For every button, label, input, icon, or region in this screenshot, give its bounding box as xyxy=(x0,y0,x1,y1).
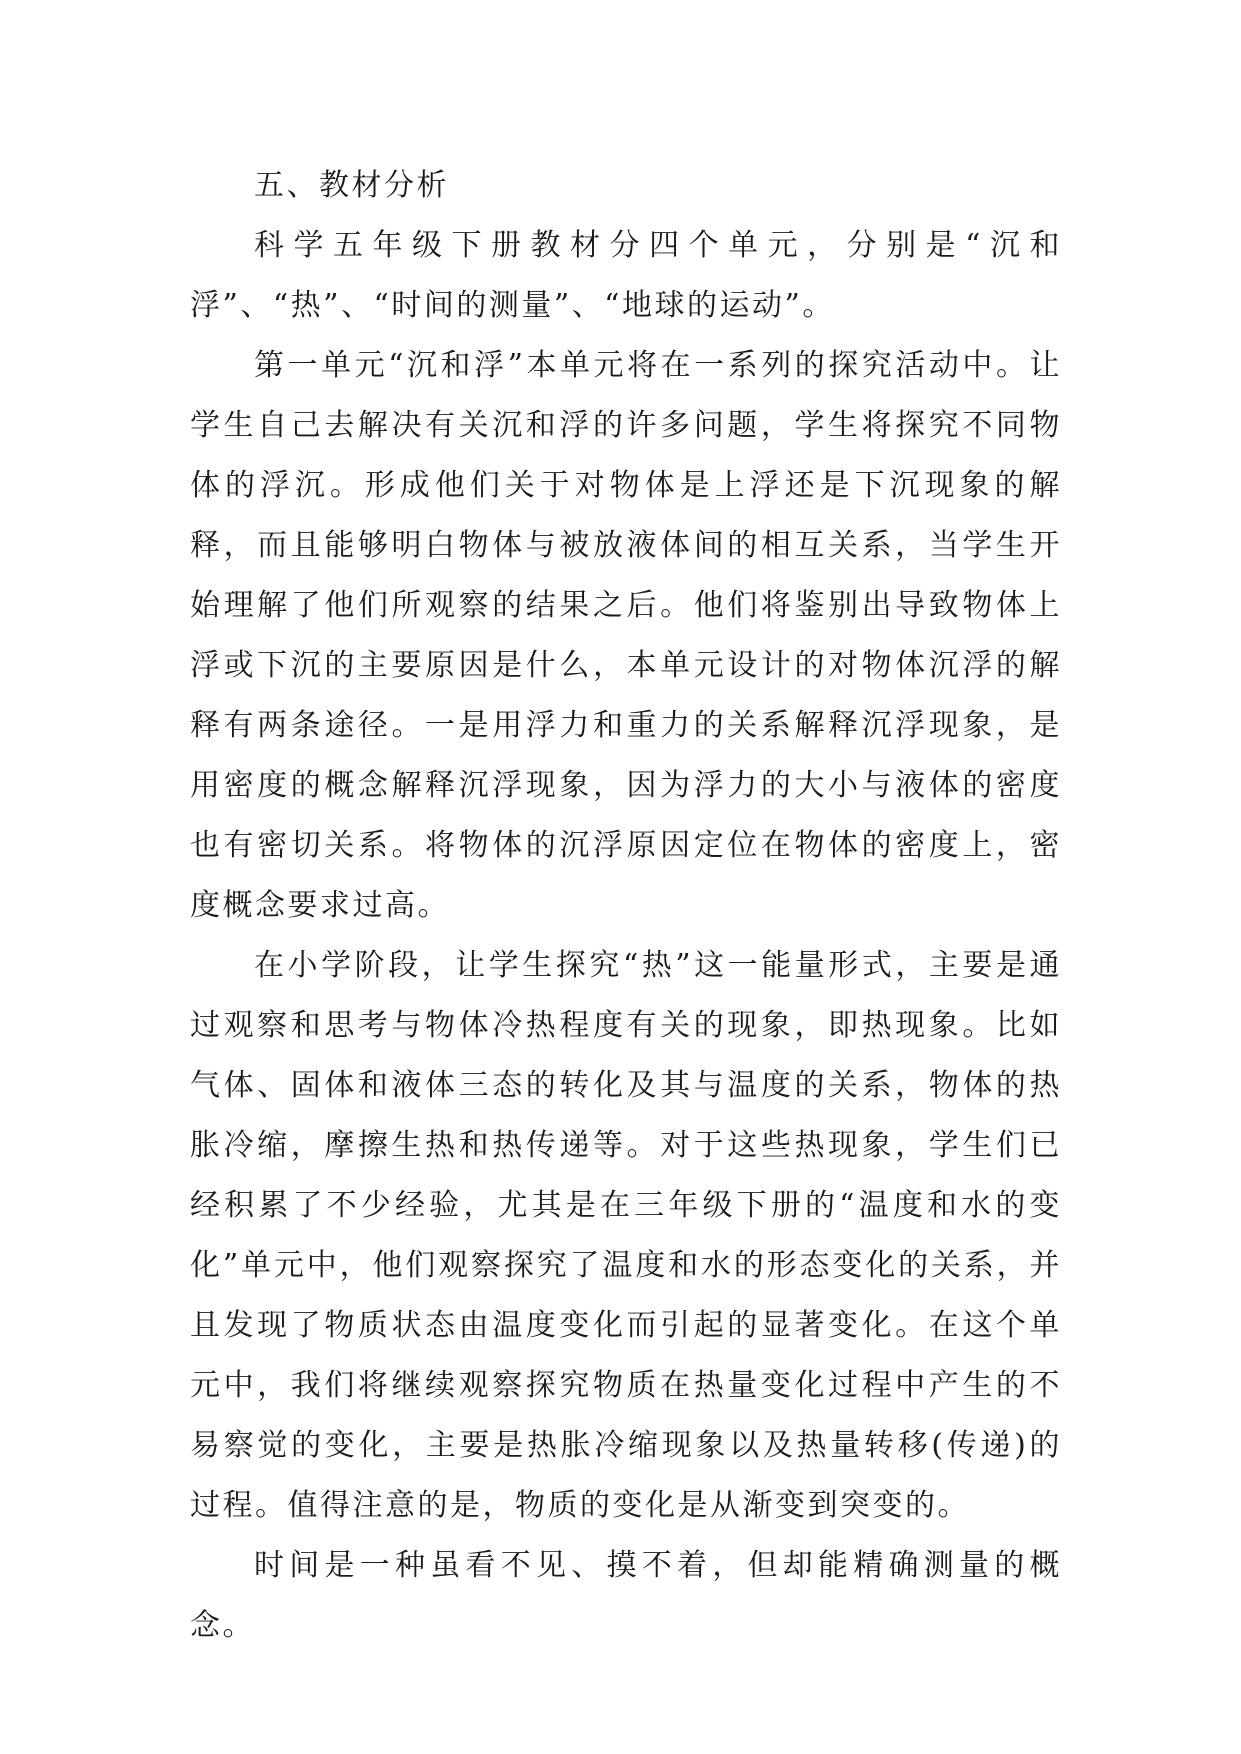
paragraph-unit-one: 第一单元“沉和浮”本单元将在一系列的探究活动中。让学生自己去解决有关沉和浮的许多问题，学生将探究不同物体的浮沉。形成他们关于对物体是上浮还是下沉现象的解释，而且能够明白物体与被放液体间的相互关系，当学生开始理解了他们所观察的结果之后。他们将鉴别出导致物体上浮或下沉的主要原因是什么，本单元设计的对物体沉浮的解释有两条途径。一是用浮力和重力的关系解释沉浮现象，是用密度的概念解释沉浮现象，因为浮力的大小与液体的密度也有密切关系。将物体的沉浮原因定位在物体的密度上，密度概念要求过高。 xyxy=(190,348,1062,923)
section-heading: 五、教材分析 xyxy=(254,168,449,203)
paragraph-overview: 科学五年级下册教材分四个单元，分别是“沉和浮”、“热”、“时间的测量”、“地球的运动”。 xyxy=(190,228,1062,323)
paragraph-heat: 在小学阶段，让学生探究“热”这一能量形式，主要是通过观察和思考与物体冷热程度有关的现象，即热现象。比如气体、固体和液体三态的转化及其与温度的关系，物体的热胀冷缩，摩擦生热和热传递等。对于这些热现象，学生们已经积累了不少经验，尤其是在三年级下册的“温度和水的变化”单元中，他们观察探究了温度和水的形态变化的关系，并且发现了物质状态由温度变化而引起的显著变化。在这个单元中，我们将继续观察探究物质在热量变化过程中产生的不易察觉的变化，主要是热胀冷缩现象以及热量转移(传递)的过程。值得注意的是，物质的变化是从渐变到突变的。 xyxy=(190,948,1062,1523)
document-body xyxy=(190,156,1062,1656)
paragraph-time: 时间是一种虽看不见、摸不着，但却能精确测量的概念。 xyxy=(190,1548,1062,1643)
